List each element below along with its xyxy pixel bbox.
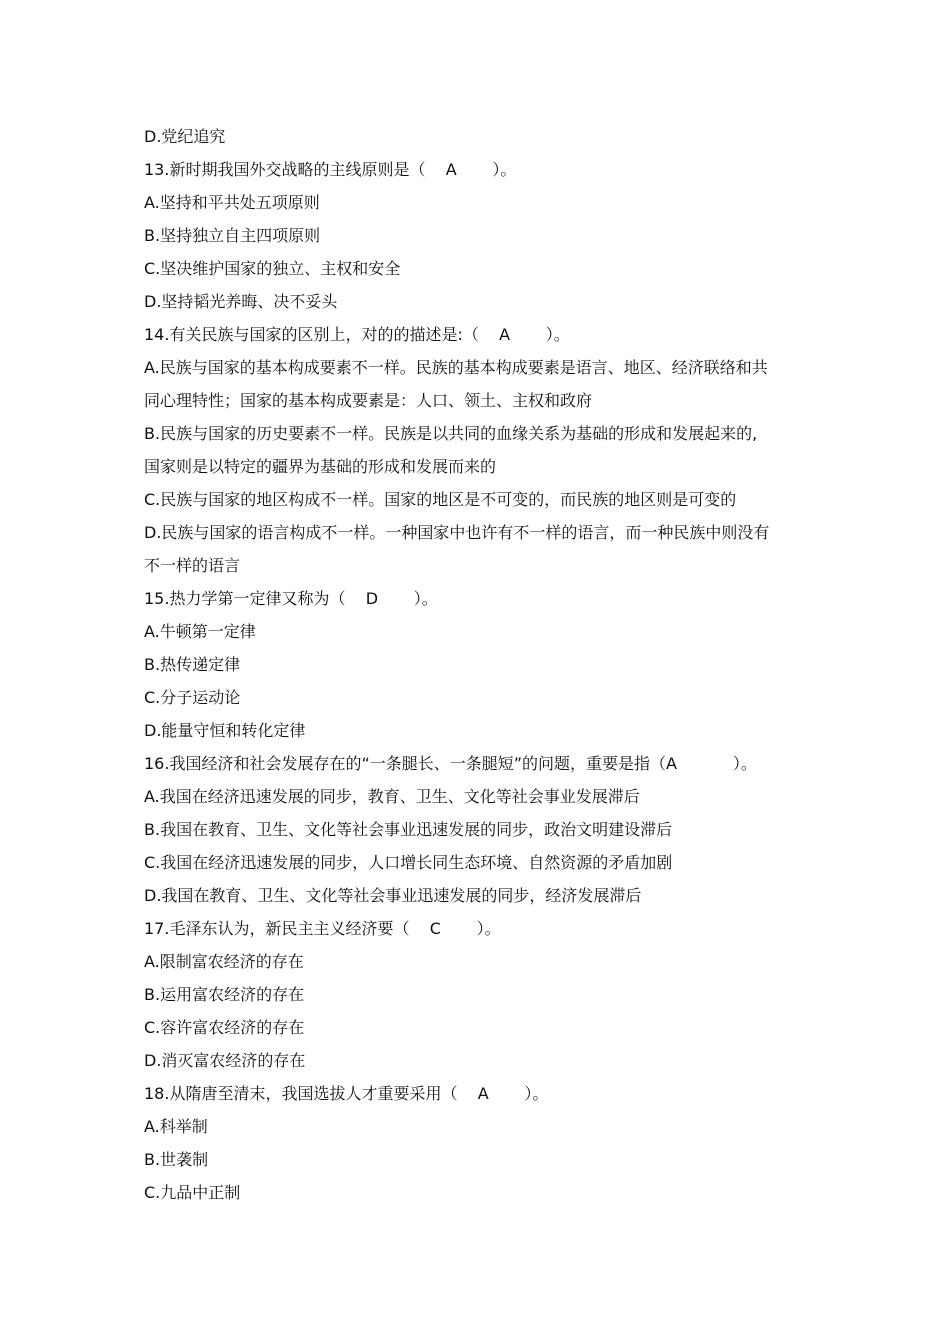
option-16-a: A.我国在经济迅速发展的同步，教育、卫生、文化等社会事业发展滞后: [144, 787, 640, 806]
question-14: 14.有关民族与国家的区别上，对的的描述是:（ A ）。: [144, 325, 570, 344]
option-13-b: B.坚持独立自主四项原则: [144, 226, 321, 245]
document-body: [144, 120, 824, 1209]
question-15: 15.热力学第一定律又称为（ D ）。: [144, 589, 438, 608]
question-17: 17.毛泽东认为，新民主主义经济要（ C ）。: [144, 919, 501, 938]
option-14-b-line-2: 国家则是以特定的疆界为基础的形成和发展而来的: [144, 457, 497, 476]
option-14-a-line-2: 同心理特性；国家的基本构成要素是：人口、领土、主权和政府: [144, 391, 593, 410]
option-15-d: D.能量守恒和转化定律: [144, 721, 306, 740]
option-15-a: A.牛顿第一定律: [144, 622, 256, 641]
option-14-b-line-1: B.民族与国家的历史要素不一样。民族是以共同的血缘关系为基础的形成和发展起来的,: [144, 424, 758, 443]
question-18: 18.从隋唐至清末，我国选拔人才重要采用（ A ）。: [144, 1084, 549, 1103]
option-13-d: D.坚持韬光养晦、决不妥头: [144, 292, 338, 311]
option-17-d: D.消灭富农经济的存在: [144, 1051, 306, 1070]
option-12-d: D.党纪追究: [144, 127, 226, 146]
option-14-c: C.民族与国家的地区构成不一样。国家的地区是不可变的，而民族的地区则是可变的: [144, 490, 737, 509]
question-16: 16.我国经济和社会发展存在的“一条腿长、一条腿短”的问题，重要是指（A ）。: [144, 754, 757, 773]
option-18-b: B.世袭制: [144, 1150, 209, 1169]
option-14-d-line-1: D.民族与国家的语言构成不一样。一种国家中也许有不一样的语言，而一种民族中则没有: [144, 523, 770, 542]
option-17-a: A.限制富农经济的存在: [144, 952, 304, 971]
option-15-c: C.分子运动论: [144, 688, 241, 707]
option-16-b: B.我国在教育、卫生、文化等社会事业迅速发展的同步，政治文明建设滞后: [144, 820, 673, 839]
option-18-c: C.九品中正制: [144, 1183, 241, 1202]
option-17-c: C.容许富农经济的存在: [144, 1018, 305, 1037]
option-15-b: B.热传递定律: [144, 655, 241, 674]
option-18-a: A.科举制: [144, 1117, 208, 1136]
option-17-b: B.运用富农经济的存在: [144, 985, 305, 1004]
option-13-a: A.坚持和平共处五项原则: [144, 193, 320, 212]
option-14-d-line-2: 不一样的语言: [144, 556, 241, 575]
question-13: 13.新时期我国外交战略的主线原则是（ A ）。: [144, 160, 517, 179]
option-13-c: C.坚决维护国家的独立、主权和安全: [144, 259, 401, 278]
option-14-a-line-1: A.民族与国家的基本构成要素不一样。民族的基本构成要素是语言、地区、经济联络和共: [144, 358, 768, 377]
option-16-c: C.我国在经济迅速发展的同步，人口增长同生态环境、自然资源的矛盾加剧: [144, 853, 673, 872]
option-16-d: D.我国在教育、卫生、文化等社会事业迅速发展的同步，经济发展滞后: [144, 886, 642, 905]
